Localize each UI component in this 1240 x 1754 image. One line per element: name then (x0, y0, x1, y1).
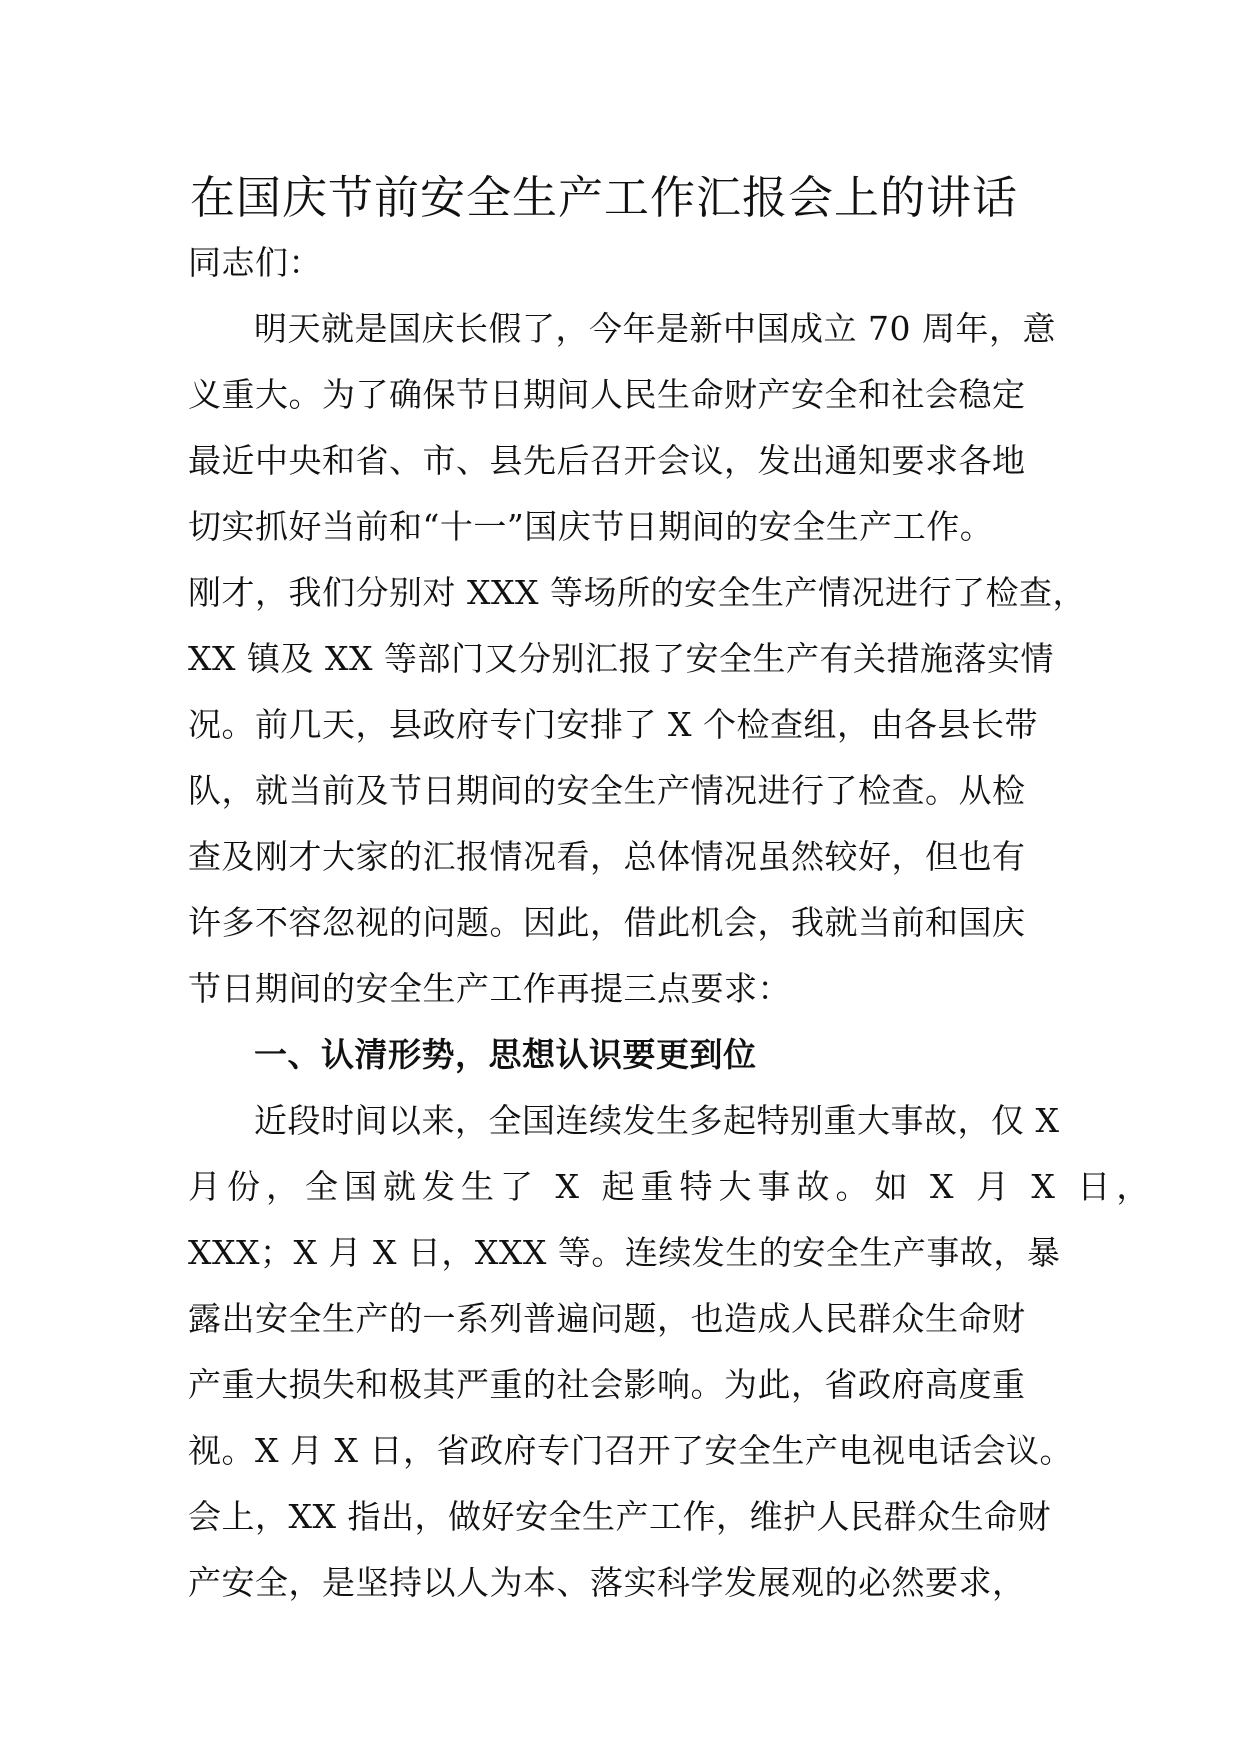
paragraph-line: 露出安全生产的一系列普遍问题，也造成人民群众生命财 (188, 1299, 1026, 1338)
paragraph-line: 会上，XX 指出，做好安全生产工作，维护人民群众生命财 (188, 1497, 1051, 1536)
paragraph-line: 明天就是国庆长假了，今年是新中国成立 70 周年，意 (254, 309, 1056, 348)
paragraph-line: 义重大。为了确保节日期间人民生命财产安全和社会稳定 (188, 375, 1026, 414)
paragraph-line: XXX；X 月 X 日，XXX 等。连续发生的安全生产事故，暴 (188, 1233, 1061, 1272)
paragraph-line: 近段时间以来，全国连续发生多起特别重大事故，仅 X (254, 1101, 1060, 1140)
paragraph-line: 视。X 月 X 日，省政府专门召开了安全生产电视电话会议。 (188, 1431, 1073, 1470)
section-heading: 一、认清形势，思想认识要更到位 (254, 1035, 757, 1074)
document-title: 在国庆节前安全生产工作汇报会上的讲话 (190, 171, 1019, 224)
paragraph-line: 许多不容忽视的问题。因此，借此机会，我就当前和国庆 (188, 903, 1026, 942)
paragraph-line: 最近中央和省、市、县先后召开会议，发出通知要求各地 (188, 441, 1026, 480)
paragraph-line: 刚才，我们分别对 XXX 等场所的安全生产情况进行了检查， (188, 573, 1086, 612)
salutation: 同志们： (188, 243, 322, 282)
paragraph-line: 切实抓好当前和“十一”国庆节日期间的安全生产工作。 (188, 507, 994, 546)
paragraph-line: 产重大损失和极其严重的社会影响。为此，省政府高度重 (188, 1365, 1026, 1404)
paragraph-line: XX 镇及 XX 等部门又分别汇报了安全生产有关措施落实情 (188, 639, 1054, 678)
paragraph-line: 月份，全国就发生了 X 起重特大事故。如 X 月 X 日， (188, 1167, 1156, 1206)
paragraph-line: 查及刚才大家的汇报情况看，总体情况虽然较好，但也有 (188, 837, 1026, 876)
paragraph-line: 节日期间的安全生产工作再提三点要求： (188, 969, 791, 1008)
paragraph-line: 队，就当前及节日期间的安全生产情况进行了检查。从检 (188, 771, 1026, 810)
paragraph-line: 况。前几天，县政府专门安排了 X 个检查组，由各县长带 (188, 705, 1038, 744)
paragraph-line: 产安全，是坚持以人为本、落实科学发展观的必然要求， (188, 1563, 1026, 1602)
document-body (188, 230, 1156, 1616)
